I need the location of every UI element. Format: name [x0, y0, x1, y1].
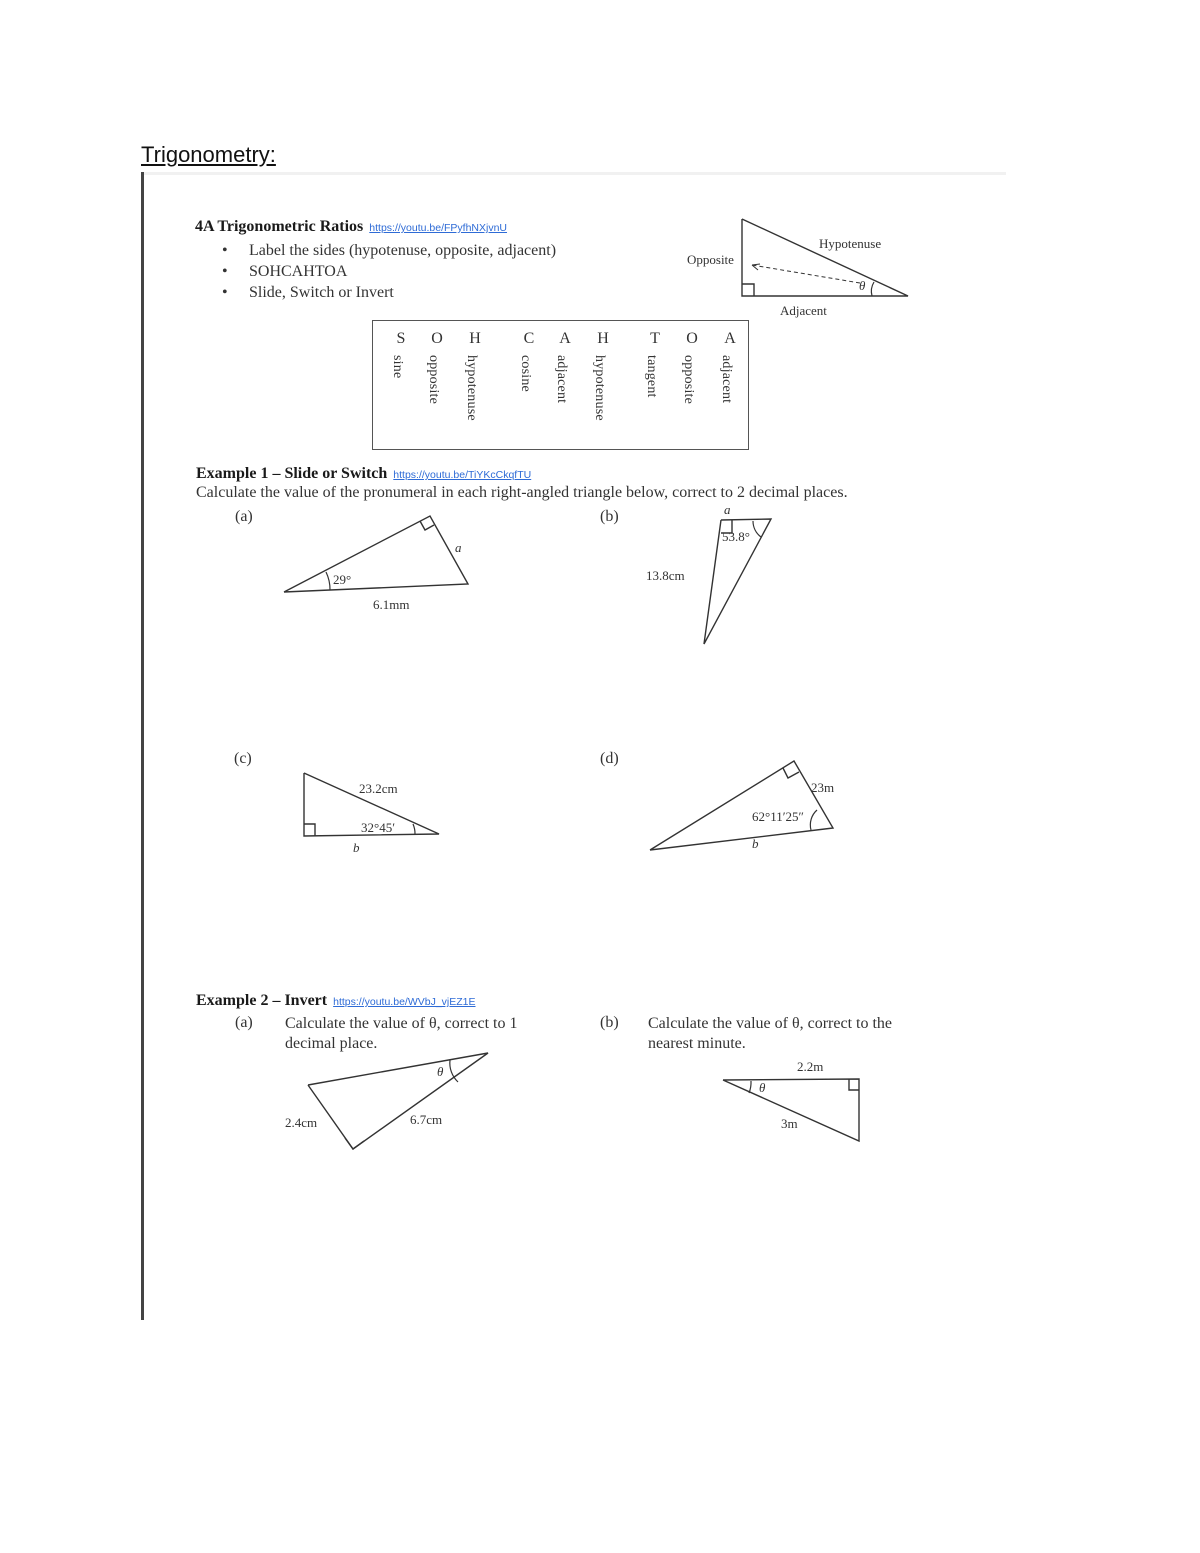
- example2-b-side2: 3m: [781, 1116, 798, 1131]
- example2-b-theta: θ: [759, 1080, 766, 1095]
- example1-a-unknown: a: [455, 540, 462, 555]
- sohcahtoa-column: [712, 321, 748, 449]
- theta-label: θ: [859, 278, 866, 293]
- ratio-word: opposite: [681, 355, 696, 405]
- ratio-letter: O: [431, 330, 443, 347]
- example1-a-side: 6.1mm: [373, 597, 410, 612]
- ratio-letter: H: [597, 330, 609, 347]
- ratio-word: adjacent: [719, 355, 734, 404]
- opposite-label: Opposite: [687, 252, 734, 267]
- ratio-letter: H: [469, 330, 481, 347]
- ratio-word: hypotenuse: [464, 355, 479, 421]
- section-4a-title: 4A Trigonometric Ratios: [195, 218, 364, 235]
- example2-b-text-line2: nearest minute.: [648, 1035, 746, 1052]
- ratio-letter: C: [523, 330, 535, 347]
- example1-b-side: 13.8cm: [646, 568, 685, 583]
- example1-a-label: (a): [235, 508, 253, 525]
- sohcahtoa-column: [419, 321, 455, 449]
- hypotenuse-label: Hypotenuse: [819, 236, 882, 251]
- sohcahtoa-column: [674, 321, 710, 449]
- example2-a-label: (a): [235, 1014, 253, 1031]
- example1-c-side: 23.2cm: [359, 781, 398, 796]
- ratio-letter: O: [686, 330, 698, 347]
- example1-b-angle: 53.8°: [722, 529, 750, 544]
- bullet-item: • Slide, Switch or Invert: [222, 282, 556, 303]
- example2-b-question: [648, 1014, 892, 1054]
- sohcahtoa-column: [637, 321, 673, 449]
- section-4a-bullets: [222, 240, 556, 303]
- triangle-2a: [300, 1048, 495, 1154]
- example1-d-unknown: b: [752, 836, 759, 851]
- section-4a-link[interactable]: https://youtu.be/FPyfhNXjvnU: [369, 222, 508, 234]
- left-border-line: [141, 172, 144, 1320]
- triangle-2b: [718, 1073, 868, 1145]
- ratio-word: tangent: [644, 355, 659, 398]
- bullet-item: • SOHCAHTOA: [222, 261, 556, 282]
- ratio-word: adjacent: [554, 355, 569, 404]
- example2-title: Example 2 – Invert: [196, 992, 328, 1009]
- example2-b-text-line1: Calculate the value of θ, correct to the: [648, 1015, 892, 1032]
- example1-a-angle: 29°: [333, 572, 352, 587]
- sohcahtoa-column: [383, 321, 419, 449]
- bullet-item: • Label the sides (hypotenuse, opposite, adjacent): [222, 240, 556, 261]
- ratio-word: cosine: [518, 355, 533, 392]
- triangle-1a: [280, 512, 480, 602]
- example1-c-label: (c): [234, 750, 252, 767]
- example2-a-text-line1: Calculate the value of θ, correct to 1: [285, 1015, 518, 1032]
- example1-c-angle: 32°45′: [361, 820, 396, 835]
- example2-b-label: (b): [600, 1014, 619, 1031]
- sohcahtoa-column: [585, 321, 621, 449]
- example1-d-label: (d): [600, 750, 619, 767]
- example2-a-side1: 2.4cm: [285, 1115, 318, 1130]
- ratio-word: sine: [390, 355, 405, 379]
- ratio-letter: S: [396, 330, 406, 347]
- ratio-letter: A: [724, 330, 736, 347]
- example1-b-unknown: a: [724, 502, 731, 517]
- example1-link[interactable]: https://youtu.be/TiYKcCkqfTU: [393, 469, 532, 481]
- ratio-word: hypotenuse: [592, 355, 607, 421]
- sohcahtoa-table: [372, 320, 749, 450]
- ratio-letter: A: [559, 330, 571, 347]
- example2-link[interactable]: https://youtu.be/WVbJ_vjEZ1E: [333, 996, 476, 1008]
- example2-b-side1: 2.2m: [797, 1059, 824, 1074]
- top-border-shade: [144, 172, 1006, 175]
- page-title: Trigonometry:: [141, 142, 276, 167]
- example1-heading: [196, 465, 531, 483]
- example1-d-side: 23m: [811, 780, 835, 795]
- example2-a-side2: 6.7cm: [410, 1112, 443, 1127]
- adjacent-label: Adjacent: [780, 303, 827, 318]
- sohcahtoa-column: [547, 321, 583, 449]
- example2-a-theta: θ: [437, 1064, 444, 1079]
- example1-d-angle: 62°11′25″: [752, 809, 804, 824]
- ratio-word: opposite: [426, 355, 441, 405]
- ratio-letter: T: [650, 330, 660, 347]
- sohcahtoa-column: [511, 321, 547, 449]
- section-4a-heading: [195, 218, 507, 236]
- example2-heading: [196, 992, 476, 1010]
- example1-title: Example 1 – Slide or Switch: [196, 465, 388, 482]
- example1-instruction: Calculate the value of the pronumeral in each right-angled triangle below, correct to 2 decimal places.: [196, 484, 848, 501]
- example2-a-text-line2: decimal place.: [285, 1035, 378, 1052]
- example1-c-unknown: b: [353, 840, 360, 855]
- triangle-1d: [645, 758, 840, 854]
- sohcahtoa-column: [457, 321, 493, 449]
- example1-b-label: (b): [600, 508, 619, 525]
